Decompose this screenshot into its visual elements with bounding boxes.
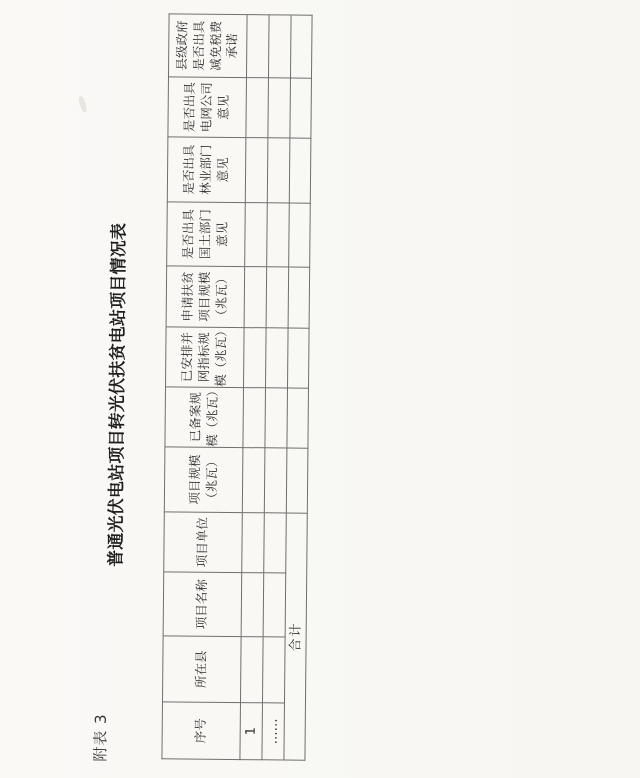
table-cell	[263, 573, 286, 637]
table-cell	[242, 513, 265, 573]
table-cell	[244, 267, 267, 328]
table-cell	[288, 267, 310, 328]
col-header-filed-scale: 已备案规 模（兆瓦）	[165, 387, 244, 448]
table-cell	[243, 388, 266, 448]
table-cell	[240, 637, 263, 703]
table-cell	[290, 78, 312, 138]
table-cell	[268, 78, 291, 138]
col-header-county: 所在县	[162, 636, 241, 703]
table-cell	[267, 203, 290, 267]
col-header-tax-waiver-commitment: 县级政府 是否出具 减免税费 承诺	[168, 14, 247, 78]
table-cell	[266, 328, 289, 388]
table-cell	[266, 267, 289, 328]
table-cell	[268, 15, 291, 78]
col-header-grid-company-opinion: 是否出具 电网公司 意见	[168, 77, 247, 138]
table-cell: 1	[240, 703, 263, 760]
col-header-poverty-apply-scale: 申请扶贫 项目规模 （兆瓦）	[166, 266, 245, 328]
col-header-project-unit: 项目单位	[164, 512, 243, 573]
table-cell	[245, 203, 268, 267]
table-cell	[265, 388, 288, 448]
total-label-cell: 合计	[284, 513, 307, 760]
table-cell	[288, 328, 310, 388]
table-cell	[262, 637, 285, 703]
table-cell: ……	[262, 703, 285, 760]
table-cell	[289, 138, 311, 203]
table-cell	[290, 15, 312, 78]
col-header-land-dept-opinion: 是否出具 国土部门 意见	[167, 202, 246, 267]
table-cell	[264, 448, 287, 513]
col-header-project-name: 项目名称	[163, 572, 242, 637]
table-cell	[245, 138, 268, 203]
table-cell	[287, 388, 309, 448]
page-title: 普通光伏电站项目转光伏扶贫电站项目情况表	[106, 222, 130, 567]
col-header-serial-number: 序号	[162, 702, 241, 760]
col-header-forestry-dept-opinion: 是否出具 林业部门 意见	[167, 137, 246, 203]
table-cell	[242, 448, 265, 513]
table-cell	[289, 203, 311, 267]
table-cell	[241, 573, 264, 637]
scan-smudge	[77, 95, 88, 113]
table-cell	[246, 15, 269, 78]
table-cell	[286, 448, 308, 513]
col-header-project-scale: 项目规模 （兆瓦）	[164, 447, 243, 513]
appendix-label: 附表 3	[91, 713, 110, 762]
table-cell	[246, 78, 269, 138]
table-cell	[264, 513, 287, 573]
table-cell	[244, 328, 267, 388]
header-row	[162, 14, 247, 760]
col-header-grid-quota-scale: 已安排并 网指标规 模（兆瓦）	[166, 327, 245, 388]
project-status-table	[161, 13, 312, 760]
table-cell	[267, 138, 290, 203]
